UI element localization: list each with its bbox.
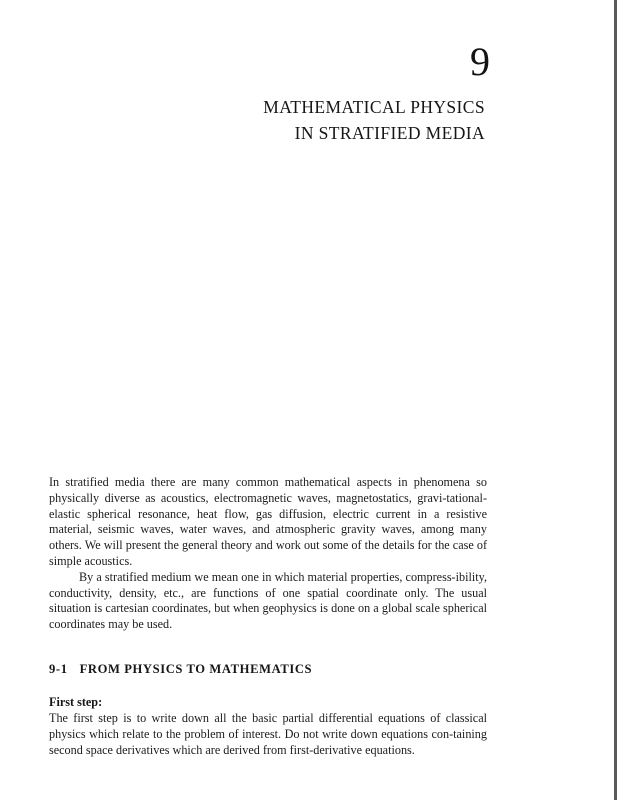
intro-paragraph-2: By a stratified medium we mean one in which material properties, compress-ibility, conductivity, density, etc., are functions of one spatial coordinate only. The usual situation is cartesian coordinates, but when geophysics is done on a global scale spherical coordinates may be used.: [49, 569, 487, 632]
section-title: FROM PHYSICS TO MATHEMATICS: [79, 662, 313, 676]
chapter-title: [263, 94, 485, 146]
subheading-first-step: First step:: [49, 695, 103, 709]
intro-paragraph-1: In stratified media there are many common mathematical aspects in phenomena so physically diverse as acoustics, electromagnetic waves, magnetostatics, gravi-tational-elastic spherical resonance, heat flow, gas diffusion, electric current in a resistive material, seismic waves, water waves, and atmospheric gravity waves, among many others. We will present the general theory and work out some of the details for the case of simple acoustics.: [49, 475, 487, 568]
first-step-text: [49, 711, 487, 758]
first-step-paragraph: The first step is to write down all the basic partial differential equations of classical physics which relate to the problem of interest. Do not write down equations con-taining second space derivatives which are derived from first-derivative equations.: [49, 711, 487, 757]
chapter-title-line-2: IN STRATIFIED MEDIA: [294, 123, 485, 143]
chapter-title-line-1: MATHEMATICAL PHYSICS: [263, 97, 485, 117]
section-number: 9-1: [49, 662, 68, 676]
intro-text: [49, 475, 487, 633]
section-heading: [49, 662, 312, 677]
chapter-number: 9: [470, 39, 490, 84]
